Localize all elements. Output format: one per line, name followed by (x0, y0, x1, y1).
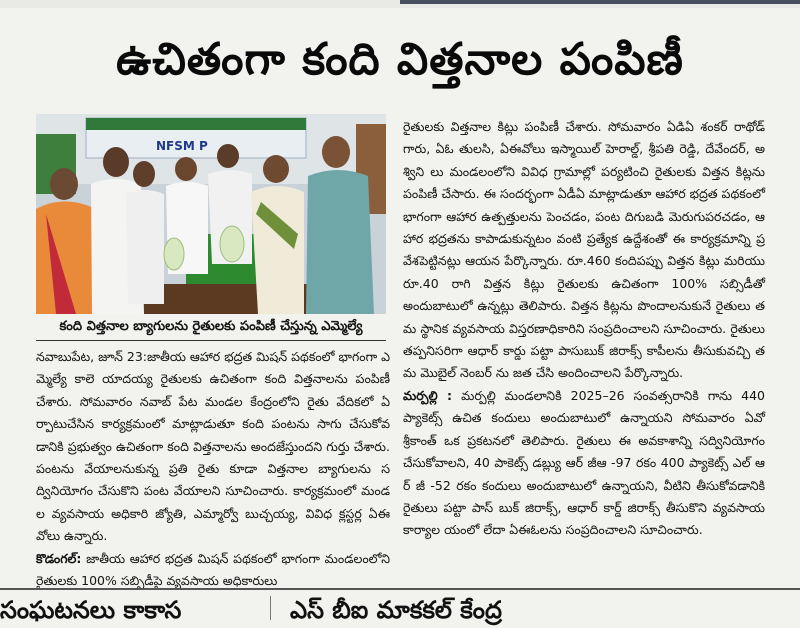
page-top-dark-strip (400, 0, 800, 4)
next-article-headline-left: సంఘటనలు కాకాస (0, 596, 182, 624)
left-dateline-kodangal: కొడంగల్: (36, 550, 82, 566)
next-article-headline-right: ఎస్ బీఐ మాకకల్ కేంద్ర (290, 596, 502, 624)
right-paragraph-1: రైతులకు విత్తనాల కిట్లు పంపిణీ చేశారు. సోమవారం ఏడిఏ శంకర్ రాథోడ్ గారు, ఏఓ తులసి, ఏఈవోలు ఇస్మాయిల్ హెరాల్డ్, శ్రీపతి రెడ్డి, దేవేందర్, అశ్విని లు మండలంలోని వివిధ గ్రామాల్లో పర్యటించి రైతులకు విత్తన కిట్లను పంపిణీ చేసారు. ఈ సందర్భంగా ఏడీఏ మాట్లాడుతూ ఆహార భద్రత పథకంలో భాగంగా ఆహార ఉత్పత్తులను పెంచడం, పంట దిగుబడి మెరుగుపరచడం, ఆహార భద్రతను కాపాడుకున్నటం వంటి ప్రత్యేక ఉద్దేశంతో ఈ కార్యక్రమాన్ని ప్రవేశపెట్టినట్లు ఆయన పేర్కొన్నారు. రూ.460 కందిపప్పు విత్తన కిట్లు మరియు రూ.40 రాగి విత్తన కిట్లు రైతులకు ఉచితంగా 100% సబ్సిడీతో అందుబాటులో ఉన్నట్లు తెలిపారు. విత్తన కిట్లను పొందాలనుకునే రైతులు తమ స్థానిక వ్యవసాయ విస్తరణాధికారిని సంప్రదించాలని సూచించారు. రైతులు తప్పనిసరిగా ఆధార్ కార్డు పట్టా పాసుబుక్ జిరాక్స్ కాపీలను తీసుకువచ్చి తమ మొబైల్ నెంబర్ ను జత చేసి అందించాలని పేర్కొన్నారు. (403, 119, 765, 381)
right-article-column (403, 116, 765, 576)
article-photo (36, 114, 386, 314)
right-dateline-marpalli: మర్పల్లి : (403, 387, 453, 403)
left-article-column (36, 346, 390, 589)
seed-distribution-photo (36, 114, 386, 314)
right-paragraph-2-text: మర్పల్లి మండలానికి 2025–26 సంవత్సరానికి గాను 440 ప్యాకెట్స్ ఉచిత కందులు అందుబాటులో ఉన్నాయని సోమవారం ఏవో శ్రీకాంత్ ఒక ప్రకటనలో తెలిపారు. రైతులు ఈ అవకాశాన్ని సద్వినియోగం చేసుకోవాలని, 40 పాకెట్స్ డబ్ల్యు ఆర్ జీఆ -97 రకం 400 ప్యాకెట్స్ ఎల్ ఆర్ జీ -52 రకం కందులు అందుబాటులో ఉన్నాయని, వీటిని తీసుకోవడానికి రైతులు పట్టా పాస్ బుక్ జిరాక్స్, ఆధార్ కార్డ్ జిరాక్స్ తీసుకొని వ్యవసాయ కార్యాల యంలో లేదా ఏఈఓలను సంప్రదించాలని సూచించారు. (403, 387, 765, 538)
photo-caption: కంది విత్తనాల బ్యాగులను రైతులకు పంపిణీ చేస్తున్న ఎమ్మెల్యే (36, 314, 386, 341)
column-separator (270, 596, 271, 620)
left-paragraph-2 (36, 548, 390, 593)
article-headline: ఉచితంగా కంది విత్తనాల పంపిణీ (116, 34, 684, 85)
left-paragraph-2-text: జాతీయ ఆహార భద్రత మిషన్ పథకంలో భాగంగా మండలంలోని రైతులకు 100% సబ్సిడీపై వ్యవసాయ అధికారులు (36, 550, 390, 589)
left-paragraph-1: నవాబుపేట, జూన్ 23:జాతీయ ఆహార భద్రత మిషన్ పథకంలో భాగంగా ఎమ్మెల్యే కాలె యాదయ్య రైతులకు ఉచితంగా కంది విత్తనాలను పంపిణీ చేశారు. సోమవారం నవాబ్ పేట మండల కేంద్రంలోని రైతు వేదికలో ఏర్పాటుచేసిన కార్యక్రమంలో మాట్లాడుతూ కంది పంటను సాగు చేసుకోవడానికి ప్రభుత్వం ఉచితంగా కంది విత్తనాలను అందజేస్తుందని గుర్తు చేశారు. పంటను వేయాలనుకున్న ప్రతి రైతు కూడా విత్తనాల బ్యాగులను సద్వినియోగం చేసుకొని పంట వేయాలని సూచించారు. కార్యక్రమంలో మండల వ్యవసాయ అధికారి జ్యోతి, ఎమ్మార్వో బుచ్చయ్య, వివిధ క్లస్టర్ల ఏఈవోలు ఉన్నారు. (36, 349, 390, 544)
banner-text: NFSM P (156, 139, 208, 153)
right-paragraph-2 (403, 385, 765, 542)
section-divider (0, 588, 800, 590)
